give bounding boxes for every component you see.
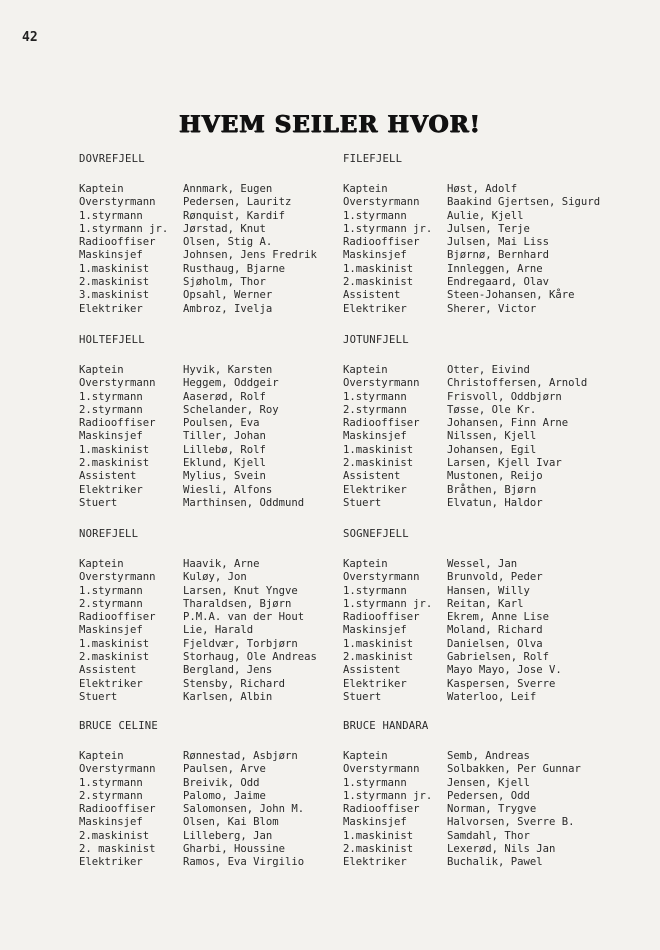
- crew-row: [343, 790, 643, 803]
- ship-name: HOLTEFJELL: [79, 334, 145, 346]
- crew-member-name: Pedersen, Lauritz: [183, 196, 292, 209]
- crew-row: [79, 750, 379, 763]
- crew-member-name: P.M.A. van der Hout: [183, 611, 305, 624]
- crew-role: Radiooffiser: [79, 803, 156, 816]
- crew-member-name: Jensen, Kjell: [447, 776, 530, 789]
- crew-member-name: Aulie, Kjell: [447, 209, 524, 222]
- crew-member-name: Larsen, Kjell Ivar: [447, 457, 562, 470]
- ship-block: [79, 528, 379, 704]
- crew-row: [79, 678, 379, 691]
- crew-row: [343, 263, 643, 276]
- crew-member-name: Elvatun, Haldor: [447, 496, 543, 509]
- crew-role: 1.styrmann: [79, 776, 143, 789]
- crew-role: 2.styrmann: [79, 789, 143, 802]
- page-title: HVEM SEILER HVOR!: [179, 111, 481, 138]
- crew-role: Kaptein: [79, 183, 124, 195]
- crew-row: [79, 816, 379, 829]
- crew-member-name: Kaspersen, Sverre: [447, 677, 556, 690]
- crew-member-name: Halvorsen, Sverre B.: [447, 816, 575, 829]
- crew-row: [79, 276, 379, 289]
- crew-row: [79, 611, 379, 624]
- crew-row: [343, 598, 643, 611]
- crew-member-name: Paulsen, Arve: [183, 763, 266, 776]
- crew-member-name: Moland, Richard: [447, 624, 543, 637]
- crew-row: [79, 803, 379, 816]
- crew-row: [79, 856, 379, 869]
- crew-role: 1.maskinist: [343, 637, 414, 650]
- crew-role: Maskinsjef: [343, 249, 407, 262]
- crew-role: 1.maskinist: [79, 262, 150, 275]
- crew-row: [343, 470, 643, 483]
- crew-member-name: Kuløy, Jon: [183, 571, 247, 584]
- crew-row: [79, 585, 379, 598]
- crew-member-name: Ekrem, Anne Lise: [447, 611, 550, 624]
- crew-row: [79, 484, 379, 497]
- crew-row: [79, 364, 379, 377]
- crew-row: [79, 790, 379, 803]
- crew-member-name: Sherer, Victor: [447, 302, 537, 315]
- crew-row: [79, 830, 379, 843]
- crew-member-name: Rønnestad, Asbjørn: [183, 750, 298, 762]
- crew-role: Maskinsjef: [79, 624, 143, 637]
- crew-role: 2.styrmann: [343, 403, 407, 416]
- crew-row: [343, 816, 643, 829]
- crew-member-name: Otter, Eivind: [447, 364, 530, 376]
- page-number: 42: [22, 30, 38, 45]
- ship-block: [79, 334, 379, 510]
- crew-member-name: Mayo Mayo, Jose V.: [447, 664, 562, 677]
- crew-role: Radiooffiser: [79, 236, 156, 249]
- crew-role: 1.styrmann jr.: [343, 789, 433, 802]
- crew-role: Stuert: [343, 496, 382, 509]
- crew-row: [79, 470, 379, 483]
- crew-role: Kaptein: [343, 183, 388, 195]
- crew-role: Kaptein: [79, 750, 124, 762]
- crew-role: Maskinsjef: [79, 249, 143, 262]
- crew-member-name: Bjørnø, Bernhard: [447, 249, 550, 262]
- crew-row: [79, 651, 379, 664]
- crew-row: [79, 444, 379, 457]
- crew-row: [79, 404, 379, 417]
- crew-member-name: Breivik, Odd: [183, 776, 260, 789]
- crew-member-name: Nilssen, Kjell: [447, 430, 537, 443]
- crew-member-name: Tiller, Johan: [183, 430, 266, 443]
- crew-member-name: Baakind Gjertsen, Sigurd: [447, 196, 601, 209]
- crew-member-name: Frisvoll, Oddbjørn: [447, 390, 562, 403]
- crew-member-name: Gabrielsen, Rolf: [447, 651, 550, 664]
- crew-row: [79, 417, 379, 430]
- crew-member-name: Johnsen, Jens Fredrik: [183, 249, 317, 262]
- crew-role: Radiooffiser: [79, 611, 156, 624]
- crew-member-name: Marthinsen, Oddmund: [183, 496, 305, 509]
- crew-role: Kaptein: [343, 364, 388, 376]
- crew-role: Kaptein: [343, 558, 388, 570]
- crew-member-name: Norman, Trygve: [447, 803, 537, 816]
- crew-row: [79, 571, 379, 584]
- crew-member-name: Mylius, Svein: [183, 470, 266, 483]
- crew-row: [343, 196, 643, 209]
- ship-name: BRUCE HANDARA: [343, 720, 429, 732]
- crew-role: Elektriker: [343, 483, 407, 496]
- ship-block: [79, 153, 379, 316]
- crew-role: 2.styrmann: [79, 403, 143, 416]
- crew-member-name: Bråthen, Bjørn: [447, 483, 537, 496]
- crew-member-name: Ramos, Eva Virgilio: [183, 856, 305, 869]
- crew-member-name: Haavik, Arne: [183, 558, 260, 570]
- crew-role: Radiooffiser: [343, 803, 420, 816]
- crew-role: Overstyrmann: [79, 196, 156, 209]
- crew-role: Maskinsjef: [343, 624, 407, 637]
- crew-role: Overstyrmann: [79, 763, 156, 776]
- crew-role: 2.styrmann: [79, 597, 143, 610]
- crew-row: [343, 497, 643, 510]
- ship-block: [79, 720, 379, 870]
- crew-role: 1.styrmann: [343, 209, 407, 222]
- crew-row: [343, 484, 643, 497]
- crew-row: [343, 638, 643, 651]
- crew-member-name: Salomonsen, John M.: [183, 803, 305, 816]
- crew-member-name: Lilleberg, Jan: [183, 829, 273, 842]
- crew-row: [79, 210, 379, 223]
- crew-member-name: Reitan, Karl: [447, 597, 524, 610]
- crew-role: 2.maskinist: [343, 457, 414, 470]
- crew-role: 1.styrmann jr.: [343, 597, 433, 610]
- crew-role: Overstyrmann: [343, 571, 420, 584]
- crew-member-name: Olsen, Stig A.: [183, 236, 273, 249]
- crew-row: [79, 236, 379, 249]
- crew-row: [79, 777, 379, 790]
- crew-role: Assistent: [343, 664, 401, 677]
- crew-row: [343, 236, 643, 249]
- crew-member-name: Wiesli, Alfons: [183, 483, 273, 496]
- crew-role: Assistent: [79, 470, 137, 483]
- crew-member-name: Rønquist, Kardif: [183, 209, 286, 222]
- crew-role: Elektriker: [79, 302, 143, 315]
- crew-row: [343, 457, 643, 470]
- crew-member-name: Annmark, Eugen: [183, 183, 273, 195]
- crew-member-name: Mustonen, Reijo: [447, 470, 543, 483]
- crew-row: [343, 585, 643, 598]
- crew-member-name: Waterloo, Leif: [447, 690, 537, 703]
- crew-row: [343, 803, 643, 816]
- crew-member-name: Schelander, Roy: [183, 403, 279, 416]
- crew-member-name: Julsen, Terje: [447, 222, 530, 235]
- crew-row: [79, 263, 379, 276]
- crew-member-name: Lie, Harald: [183, 624, 254, 637]
- crew-role: 1.styrmann: [79, 390, 143, 403]
- crew-role: Overstyrmann: [343, 763, 420, 776]
- crew-role: 2.maskinist: [79, 829, 150, 842]
- crew-role: Kaptein: [79, 364, 124, 376]
- crew-row: [343, 249, 643, 262]
- crew-member-name: Stensby, Richard: [183, 677, 286, 690]
- crew-row: [343, 678, 643, 691]
- crew-member-name: Julsen, Mai Liss: [447, 236, 550, 249]
- crew-role: Assistent: [343, 289, 401, 302]
- crew-row: [79, 558, 379, 571]
- crew-member-name: Fjeldvær, Torbjørn: [183, 637, 298, 650]
- crew-row: [343, 183, 643, 196]
- ship-name: DOVREFJELL: [79, 153, 145, 165]
- crew-member-name: Lillebø, Rolf: [183, 443, 266, 456]
- crew-role: 2.maskinist: [79, 651, 150, 664]
- crew-role: Radiooffiser: [343, 236, 420, 249]
- crew-row: [343, 364, 643, 377]
- crew-member-name: Eklund, Kjell: [183, 457, 266, 470]
- crew-member-name: Sjøholm, Thor: [183, 276, 266, 289]
- crew-role: 1.styrmann: [343, 390, 407, 403]
- crew-row: [343, 651, 643, 664]
- crew-member-name: Bergland, Jens: [183, 664, 273, 677]
- crew-member-name: Danielsen, Olva: [447, 637, 543, 650]
- crew-row: [79, 183, 379, 196]
- crew-row: [79, 391, 379, 404]
- crew-member-name: Solbakken, Per Gunnar: [447, 763, 581, 776]
- crew-role: Assistent: [343, 470, 401, 483]
- crew-member-name: Innleggen, Arne: [447, 262, 543, 275]
- crew-row: [343, 611, 643, 624]
- crew-row: [343, 303, 643, 316]
- crew-member-name: Karlsen, Albin: [183, 690, 273, 703]
- crew-row: [343, 777, 643, 790]
- crew-row: [343, 763, 643, 776]
- crew-row: [79, 430, 379, 443]
- crew-row: [343, 571, 643, 584]
- crew-role: Elektriker: [343, 677, 407, 690]
- crew-row: [343, 377, 643, 390]
- crew-role: 2.maskinist: [343, 651, 414, 664]
- crew-row: [79, 763, 379, 776]
- crew-row: [343, 276, 643, 289]
- crew-role: Overstyrmann: [343, 196, 420, 209]
- crew-role: Elektriker: [343, 302, 407, 315]
- crew-role: 1.maskinist: [343, 262, 414, 275]
- crew-row: [343, 210, 643, 223]
- crew-row: [79, 249, 379, 262]
- crew-member-name: Christoffersen, Arnold: [447, 377, 588, 390]
- crew-row: [343, 624, 643, 637]
- crew-role: 1.styrmann: [79, 209, 143, 222]
- crew-row: [343, 558, 643, 571]
- crew-member-name: Aaserød, Rolf: [183, 390, 266, 403]
- crew-role: 2.maskinist: [343, 276, 414, 289]
- crew-role: Radiooffiser: [79, 417, 156, 430]
- ship-name: BRUCE CELINE: [79, 720, 158, 732]
- ship-name: FILEFJELL: [343, 153, 403, 165]
- crew-member-name: Semb, Andreas: [447, 750, 530, 762]
- crew-member-name: Hansen, Willy: [447, 584, 530, 597]
- crew-role: 1.maskinist: [343, 829, 414, 842]
- crew-member-name: Johansen, Egil: [447, 443, 537, 456]
- crew-role: Stuert: [343, 690, 382, 703]
- crew-row: [343, 664, 643, 677]
- crew-role: 2.maskinist: [79, 276, 150, 289]
- crew-role: 2. maskinist: [79, 843, 156, 856]
- crew-row: [79, 377, 379, 390]
- crew-row: [343, 430, 643, 443]
- crew-member-name: Storhaug, Ole Andreas: [183, 651, 317, 664]
- crew-member-name: Pedersen, Odd: [447, 789, 530, 802]
- crew-role: Kaptein: [79, 558, 124, 570]
- crew-role: 1.styrmann: [343, 776, 407, 789]
- crew-row: [79, 843, 379, 856]
- crew-row: [79, 303, 379, 316]
- crew-row: [79, 223, 379, 236]
- crew-member-name: Opsahl, Werner: [183, 289, 273, 302]
- crew-role: 1.maskinist: [79, 637, 150, 650]
- crew-row: [343, 750, 643, 763]
- crew-row: [343, 417, 643, 430]
- crew-row: [343, 391, 643, 404]
- crew-member-name: Poulsen, Eva: [183, 417, 260, 430]
- crew-role: Assistent: [79, 664, 137, 677]
- crew-role: Elektriker: [79, 856, 143, 869]
- crew-member-name: Buchalik, Pawel: [447, 856, 543, 869]
- crew-role: 1.maskinist: [343, 443, 414, 456]
- ship-block: [343, 528, 643, 704]
- crew-row: [79, 457, 379, 470]
- crew-role: Radiooffiser: [343, 611, 420, 624]
- crew-role: Stuert: [79, 690, 118, 703]
- crew-member-name: Ambroz, Ivelja: [183, 302, 273, 315]
- crew-row: [343, 691, 643, 704]
- crew-role: 2.maskinist: [343, 843, 414, 856]
- crew-row: [79, 497, 379, 510]
- crew-role: Kaptein: [343, 750, 388, 762]
- crew-role: Maskinsjef: [343, 430, 407, 443]
- crew-member-name: Endregaard, Olav: [447, 276, 550, 289]
- crew-member-name: Olsen, Kai Blom: [183, 816, 279, 829]
- ship-name: NOREFJELL: [79, 528, 139, 540]
- crew-role: 1.styrmann jr.: [79, 222, 169, 235]
- crew-role: 1.maskinist: [79, 443, 150, 456]
- crew-role: Radiooffiser: [343, 417, 420, 430]
- crew-member-name: Wessel, Jan: [447, 558, 518, 570]
- crew-row: [343, 223, 643, 236]
- crew-member-name: Gharbi, Houssine: [183, 843, 286, 856]
- crew-member-name: Jørstad, Knut: [183, 222, 266, 235]
- crew-row: [343, 830, 643, 843]
- crew-member-name: Samdahl, Thor: [447, 829, 530, 842]
- crew-role: Maskinsjef: [79, 816, 143, 829]
- crew-member-name: Palomo, Jaime: [183, 789, 266, 802]
- ship-block: [343, 153, 643, 316]
- crew-member-name: Steen-Johansen, Kåre: [447, 289, 575, 302]
- crew-role: Maskinsjef: [79, 430, 143, 443]
- crew-member-name: Hyvik, Karsten: [183, 364, 273, 376]
- crew-row: [79, 624, 379, 637]
- crew-member-name: Brunvold, Peder: [447, 571, 543, 584]
- crew-row: [79, 664, 379, 677]
- crew-role: 2.maskinist: [79, 457, 150, 470]
- crew-row: [343, 856, 643, 869]
- ship-block: [343, 334, 643, 510]
- crew-member-name: Johansen, Finn Arne: [447, 417, 569, 430]
- crew-role: Overstyrmann: [79, 377, 156, 390]
- crew-role: 1.styrmann: [343, 584, 407, 597]
- crew-role: Elektriker: [79, 677, 143, 690]
- ship-block: [343, 720, 643, 870]
- crew-role: Maskinsjef: [343, 816, 407, 829]
- crew-member-name: Rusthaug, Bjarne: [183, 262, 286, 275]
- crew-row: [343, 404, 643, 417]
- crew-role: Elektriker: [79, 483, 143, 496]
- crew-row: [79, 289, 379, 302]
- crew-role: 3.maskinist: [79, 289, 150, 302]
- crew-row: [343, 843, 643, 856]
- ship-name: JOTUNFJELL: [343, 334, 409, 346]
- crew-member-name: Tøsse, Ole Kr.: [447, 403, 537, 416]
- crew-row: [79, 196, 379, 209]
- crew-row: [343, 289, 643, 302]
- crew-role: Overstyrmann: [79, 571, 156, 584]
- crew-member-name: Heggem, Oddgeir: [183, 377, 279, 390]
- crew-row: [79, 638, 379, 651]
- crew-member-name: Høst, Adolf: [447, 183, 518, 195]
- crew-role: Overstyrmann: [343, 377, 420, 390]
- ship-name: SOGNEFJELL: [343, 528, 409, 540]
- crew-role: 1.styrmann: [79, 584, 143, 597]
- crew-role: Elektriker: [343, 856, 407, 869]
- crew-member-name: Tharaldsen, Bjørn: [183, 597, 292, 610]
- crew-row: [79, 598, 379, 611]
- crew-member-name: Larsen, Knut Yngve: [183, 584, 298, 597]
- crew-role: 1.styrmann jr.: [343, 222, 433, 235]
- crew-member-name: Lexerød, Nils Jan: [447, 843, 556, 856]
- crew-row: [79, 691, 379, 704]
- crew-row: [343, 444, 643, 457]
- crew-role: Stuert: [79, 496, 118, 509]
